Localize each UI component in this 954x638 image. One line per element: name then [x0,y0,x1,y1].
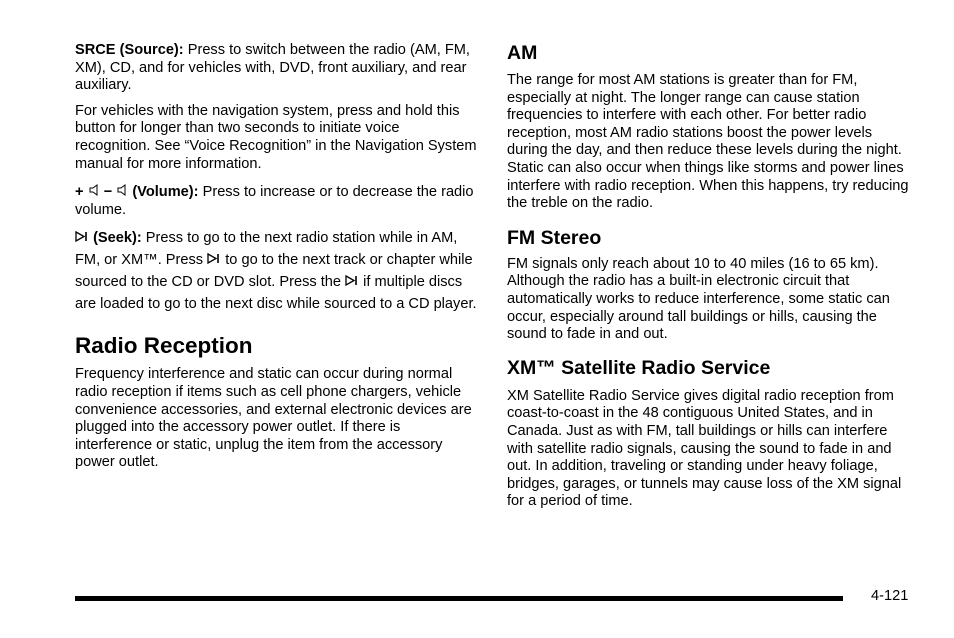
volume-text: Press to increase or to decrease the radio volume. [75,184,474,218]
seek-next-icon [207,249,221,271]
right-column [507,0,912,511]
seek-text-2: to go to the next track or chapter while sourced to the CD or DVD slot. Press the [75,252,473,291]
page-number: 4-121 [871,588,909,604]
srce-paragraph [75,42,477,95]
seek-next-icon [345,271,359,293]
seek-text-3: if multiple discs are loaded to go to the next disc while sourced to a CD player. [75,274,477,313]
am-text: The range for most AM stations is greater than for FM, especially at night. The longer range can cause station frequencies to interfere with each other. For better radio reception, most AM radio stations boost the power levels during the day, and then reduce these levels during the night. Static can also occur when things like storms and power lines interfere with radio reception. When this happens, try reducing the treble on the radio. [507,72,909,212]
speaker-icon [88,184,100,202]
footer-rule [75,596,843,601]
volume-minus: − [103,184,113,201]
am-heading: AM [507,42,538,64]
seek-paragraph [75,227,477,315]
volume-label: (Volume): [132,184,199,201]
fm-stereo-heading: FM Stereo [507,226,602,249]
radio-reception-text: Frequency interference and static can occur during normal radio reception if items such as cell phone chargers, vehicle convenience accessories, and external electronic devices are plugged into the accessory power outlet. If there is interference or static, unplug the item from the accessory power outlet. [75,366,472,471]
navigation-paragraph: For vehicles with the navigation system, press and hold this button for longer than two seconds to initiate voice recognition. See “Voice Recognition” in the Navigation System manual for more information. [75,102,477,172]
left-column [75,0,477,472]
seek-text-1: Press to go to the next radio station while in AM, FM, or XM™. Press [75,230,458,269]
xm-satellite-heading: XM™ Satellite Radio Service [507,356,771,379]
srce-text: Press to switch between the radio (AM, FM, XM), CD, and for vehicles with, DVD, front auxiliary, and rear auxiliary. [75,42,470,94]
srce-label: SRCE (Source): [75,42,184,58]
radio-reception-heading: Radio Reception [75,333,253,359]
seek-next-icon [75,227,89,249]
xm-satellite-text: XM Satellite Radio Service gives digital radio reception from coast-to-coast in the 48 contiguous United States, and in Canada. Just as with FM, tall buildings or hills can interfere with satellite radio signals, causing the sound to fade in and out. In addition, traveling or standing under heavy foliage, bridges, garages, or tunnels may cause loss of the XM signal for a period of time. [507,387,902,510]
speaker-icon [116,184,128,202]
seek-label: (Seek): [93,230,142,247]
fm-stereo-text: FM signals only reach about 10 to 40 miles (16 to 65 km). Although the radio has a built-in electronic circuit that automatically works to reduce interference, some static can occur, especially around tall buildings or hills, causing the sound to fade in and out. [507,255,890,343]
volume-paragraph [75,184,477,219]
volume-plus: + [75,184,84,201]
